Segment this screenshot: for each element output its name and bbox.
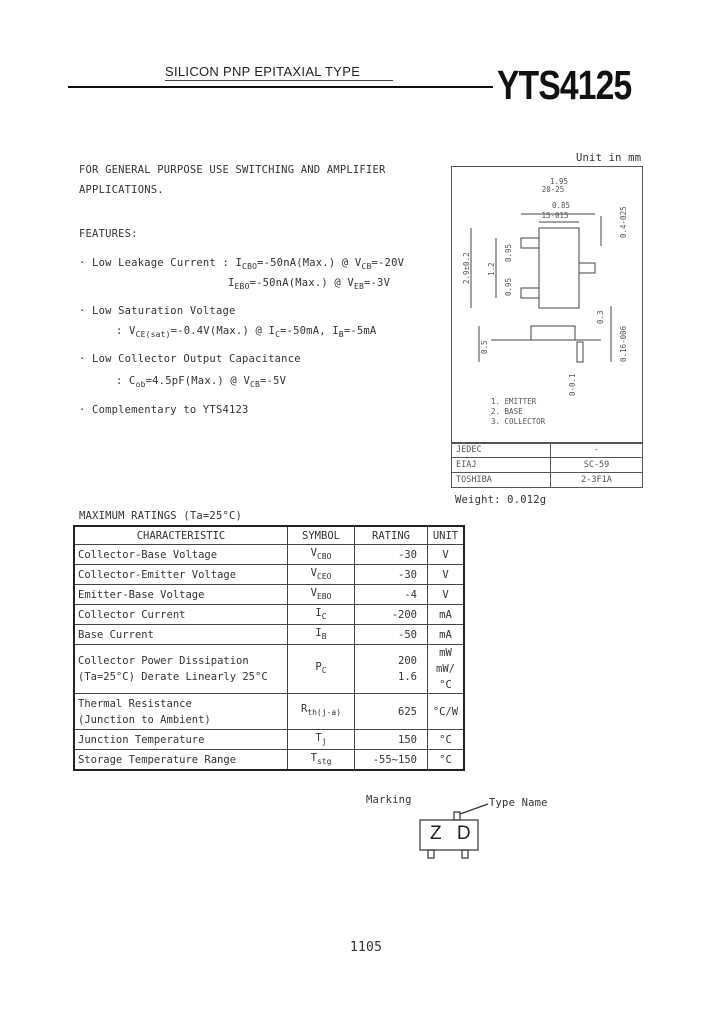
dim-label-10: 0.16-006: [619, 325, 628, 362]
dim-label-4: 0.4-025: [619, 206, 628, 238]
table-row: [74, 750, 464, 771]
package-outline-drawing: [451, 166, 643, 442]
ratings-title: MAXIMUM RATINGS (Ta=25°C): [79, 510, 243, 522]
rating-cell: -200: [355, 605, 428, 625]
std-value: SC-59: [551, 458, 643, 473]
std-name: TOSHIBA: [452, 473, 551, 488]
table-row: [74, 645, 464, 694]
unit-cell: V: [428, 585, 465, 605]
col-header-characteristic: CHARACTERISTIC: [74, 526, 288, 545]
subtitle: SILICON PNP EPITAXIAL TYPE: [165, 64, 361, 79]
marking-label: Marking: [366, 794, 412, 806]
std-value: -: [551, 443, 643, 458]
applications-line2: APPLICATIONS.: [79, 184, 164, 196]
characteristic-cell: Collector Power Dissipation (Ta=25°C) Derate Linearly 25°C: [74, 645, 288, 694]
table-row: [74, 694, 464, 730]
table-row: [452, 458, 643, 473]
std-name: EIAJ: [452, 458, 551, 473]
std-name: JEDEC: [452, 443, 551, 458]
unit-cell: mW mW/°C: [428, 645, 465, 694]
dim-label-3: 15-015: [541, 211, 569, 220]
characteristic-cell: Thermal Resistance (Junction to Ambient): [74, 694, 288, 730]
pin-3-label: 3. COLLECTOR: [491, 417, 546, 426]
side-view-body: [531, 326, 575, 340]
symbol-cell: $V_{EBO}$: [288, 585, 355, 605]
lead-2: [521, 288, 539, 298]
side-view-lead: [577, 342, 583, 362]
lead-1: [521, 238, 539, 248]
feature-capacitance: · Low Collector Output Capacitance: [79, 353, 301, 365]
col-header-rating: RATING: [355, 526, 428, 545]
dim-label-9: 0.5: [480, 340, 489, 354]
rating-cell: 150: [355, 730, 428, 750]
symbol-cell: $I_C$: [288, 605, 355, 625]
unit-cell: mA: [428, 625, 465, 645]
unit-cell: °C/W: [428, 694, 465, 730]
dim-label-11: 0-0.1: [568, 373, 577, 396]
feature-leakage-2: $I_{EBO}=-50nA(Max.)$ @ $V_{EB}=-3V$: [228, 277, 391, 292]
characteristic-cell: Storage Temperature Range: [74, 750, 288, 771]
table-row: [74, 565, 464, 585]
dim-label-0: 1.95: [549, 177, 569, 186]
characteristic-cell: Collector Current: [74, 605, 288, 625]
feature-complementary: · Complementary to YTS4123: [79, 404, 249, 416]
dim-label-5: 2.9±0.2: [462, 252, 471, 284]
rating-cell: -55~150: [355, 750, 428, 771]
rating-cell: -30: [355, 545, 428, 565]
symbol-cell: $P_C$: [288, 645, 355, 694]
type-name-leader: [460, 804, 488, 814]
page-number: 1105: [350, 940, 383, 955]
package-body: [539, 228, 579, 308]
rating-cell: 200 1.6: [355, 645, 428, 694]
table-row: [74, 585, 464, 605]
table-row: [452, 473, 643, 488]
symbol-cell: $I_B$: [288, 625, 355, 645]
rating-cell: 625: [355, 694, 428, 730]
pin-2-label: 2. BASE: [491, 407, 523, 416]
dim-label-6: 1.2: [487, 262, 496, 276]
unit-cell: °C: [428, 750, 465, 771]
col-header-unit: UNIT: [428, 526, 465, 545]
symbol-cell: $V_{CEO}$: [288, 565, 355, 585]
feature-leakage-1: · Low Leakage Current : $I_{CBO}=-50nA(Max.)$ @ $V_{CB}=-20V$: [79, 257, 405, 272]
marking-lead-right: [462, 850, 468, 858]
table-row: [74, 730, 464, 750]
characteristic-cell: Junction Temperature: [74, 730, 288, 750]
marking-lead-top: [454, 812, 460, 820]
unit-cell: mA: [428, 605, 465, 625]
table-row: [452, 443, 643, 458]
dim-label-2: 0.85: [551, 201, 571, 210]
rating-cell: -4: [355, 585, 428, 605]
std-value: 2-3F1A: [551, 473, 643, 488]
lead-3: [579, 263, 595, 273]
unit-cell: °C: [428, 730, 465, 750]
dim-label-1: 20-25: [541, 185, 565, 194]
table-row: [74, 545, 464, 565]
maximum-ratings-table: [73, 525, 465, 771]
symbol-cell: $T_{stg}$: [288, 750, 355, 771]
applications-line1: FOR GENERAL PURPOSE USE SWITCHING AND AMPLIFIER: [79, 164, 386, 176]
characteristic-cell: Base Current: [74, 625, 288, 645]
table-row: [74, 605, 464, 625]
package-standards-table: [451, 442, 643, 488]
characteristic-cell: Collector-Base Voltage: [74, 545, 288, 565]
feature-saturation: · Low Saturation Voltage: [79, 305, 236, 317]
marking-code: Z D: [430, 823, 476, 844]
type-name-label: Type Name: [489, 797, 548, 809]
feature-saturation-value: : $V_{CE(sat)}=-0.4V(Max.)$ @ $I_C=-50mA$, $I_B=-5mA$: [116, 325, 377, 340]
symbol-cell: $R_{th(j-a)}$: [288, 694, 355, 730]
characteristic-cell: Emitter-Base Voltage: [74, 585, 288, 605]
rating-cell: -50: [355, 625, 428, 645]
unit-cell: V: [428, 565, 465, 585]
subtitle-underline: [165, 80, 393, 81]
package-weight: Weight: 0.012g: [455, 494, 547, 506]
unit-note: Unit in mm: [576, 152, 642, 164]
marking-lead-left: [428, 850, 434, 858]
dim-label-12: 0.3: [596, 310, 605, 324]
table-header-row: [74, 526, 464, 545]
header-rule: [68, 86, 493, 88]
dim-label-8: 0.95: [504, 277, 513, 296]
col-header-symbol: SYMBOL: [288, 526, 355, 545]
symbol-cell: $T_j$: [288, 730, 355, 750]
pin-1-label: 1. EMITTER: [491, 397, 537, 406]
table-row: [74, 625, 464, 645]
dim-label-7: 0.95: [504, 243, 513, 262]
characteristic-cell: Collector-Emitter Voltage: [74, 565, 288, 585]
rating-cell: -30: [355, 565, 428, 585]
part-number: YTS4125: [497, 62, 632, 108]
symbol-cell: $V_{CBO}$: [288, 545, 355, 565]
features-title: FEATURES:: [79, 228, 138, 240]
unit-cell: V: [428, 545, 465, 565]
feature-capacitance-value: : $C_{ob}=4.5pF(Max.)$ @ $V_{CB}=-5V$: [116, 375, 287, 390]
